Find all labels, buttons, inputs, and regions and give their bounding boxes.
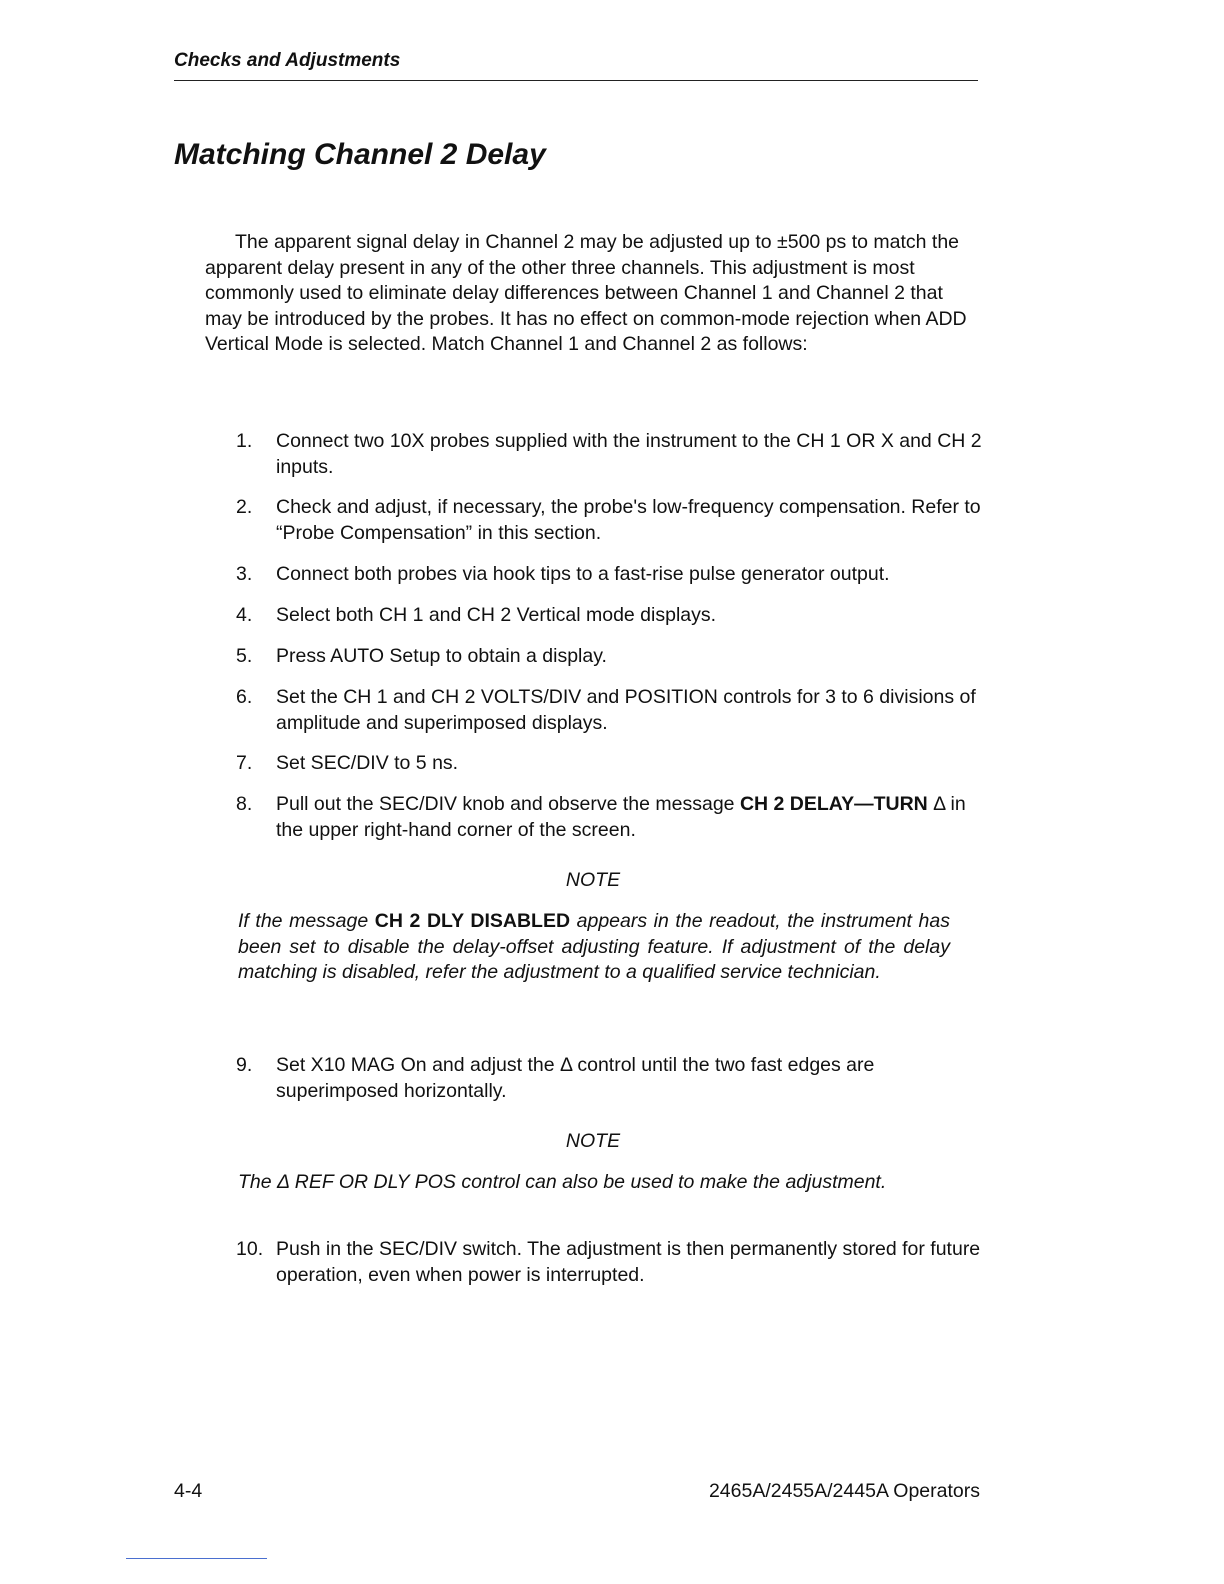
- step-9: [236, 1053, 986, 1104]
- step-2: [236, 495, 986, 546]
- step-text: Set the CH 1 and CH 2 VOLTS/DIV and POSITION controls for 3 to 6 divisions of amplitude and superimposed displays.: [276, 686, 976, 734]
- step-text: Check and adjust, if necessary, the probe's low-frequency compensation. Refer to “Probe Compensation” in this section.: [276, 496, 981, 544]
- step-number: 5.: [236, 645, 253, 667]
- step-number: 1.: [236, 430, 253, 452]
- step-10: [236, 1237, 986, 1288]
- step-1: [236, 429, 986, 480]
- note-body: The Δ REF OR DLY POS control can also be used to make the adjustment.: [238, 1171, 887, 1193]
- step-8: [236, 792, 986, 843]
- note-title: NOTE: [565, 869, 621, 891]
- step-4: [236, 603, 986, 629]
- step-5: [236, 644, 986, 670]
- readout-message: CH 2 DELAY—TURN: [739, 793, 928, 815]
- intro-paragraph: The apparent signal delay in Channel 2 may be adjusted up to ±500 ps to match the apparent delay present in any of the other three channels. This adjustment is most commonly used to eliminate delay differences between Channel 1 and Channel 2 that may be introduced by the probes. It has no effect on common-mode rejection when ADD Vertical Mode is selected. Match Channel 1 and Channel 2 as follows:: [205, 231, 967, 356]
- disabled-message: CH 2 DLY DISABLED: [374, 910, 571, 932]
- step-6: [236, 685, 986, 736]
- note-title: NOTE: [565, 1130, 621, 1152]
- note-body: If the message CH 2 DLY DISABLED appears in the readout, the instrument has been set to disable the delay-offset adjusting feature. If adjustment of the delay matching is disabled, refer the adjustment to a qualified service technician.: [238, 910, 950, 984]
- page-title: Matching Channel 2 Delay: [174, 138, 546, 171]
- step-number: 2.: [236, 496, 253, 518]
- scan-artifact-line: [126, 1558, 267, 1559]
- header-rule: [174, 80, 978, 81]
- step-number: 6.: [236, 686, 253, 708]
- step-text: Pull out the SEC/DIV knob and observe the message CH 2 DELAY—TURN Δ in the upper right-hand corner of the screen.: [276, 793, 966, 841]
- step-number: 7.: [236, 752, 253, 774]
- manual-title: 2465A/2455A/2445A Operators: [708, 1480, 980, 1502]
- step-text: Set SEC/DIV to 5 ns.: [276, 752, 459, 774]
- step-number: 3.: [236, 563, 253, 585]
- step-number: 9.: [236, 1054, 253, 1076]
- step-7: [236, 751, 986, 777]
- step-text: Push in the SEC/DIV switch. The adjustment is then permanently stored for future operation, even when power is interrupted.: [276, 1238, 981, 1286]
- step-text: Connect both probes via hook tips to a fast-rise pulse generator output.: [276, 563, 890, 585]
- step-number: 10.: [236, 1238, 264, 1260]
- page-number: 4-4: [174, 1480, 203, 1502]
- step-text: Select both CH 1 and CH 2 Vertical mode displays.: [276, 604, 717, 626]
- running-header: Checks and Adjustments: [174, 50, 401, 71]
- step-number: 8.: [236, 793, 253, 815]
- step-text: Set X10 MAG On and adjust the Δ control until the two fast edges are superimposed horizontally.: [276, 1054, 875, 1102]
- step-text: Connect two 10X probes supplied with the instrument to the CH 1 OR X and CH 2 inputs.: [276, 430, 982, 478]
- step-number: 4.: [236, 604, 253, 626]
- step-text: Press AUTO Setup to obtain a display.: [276, 645, 607, 667]
- step-3: [236, 562, 986, 588]
